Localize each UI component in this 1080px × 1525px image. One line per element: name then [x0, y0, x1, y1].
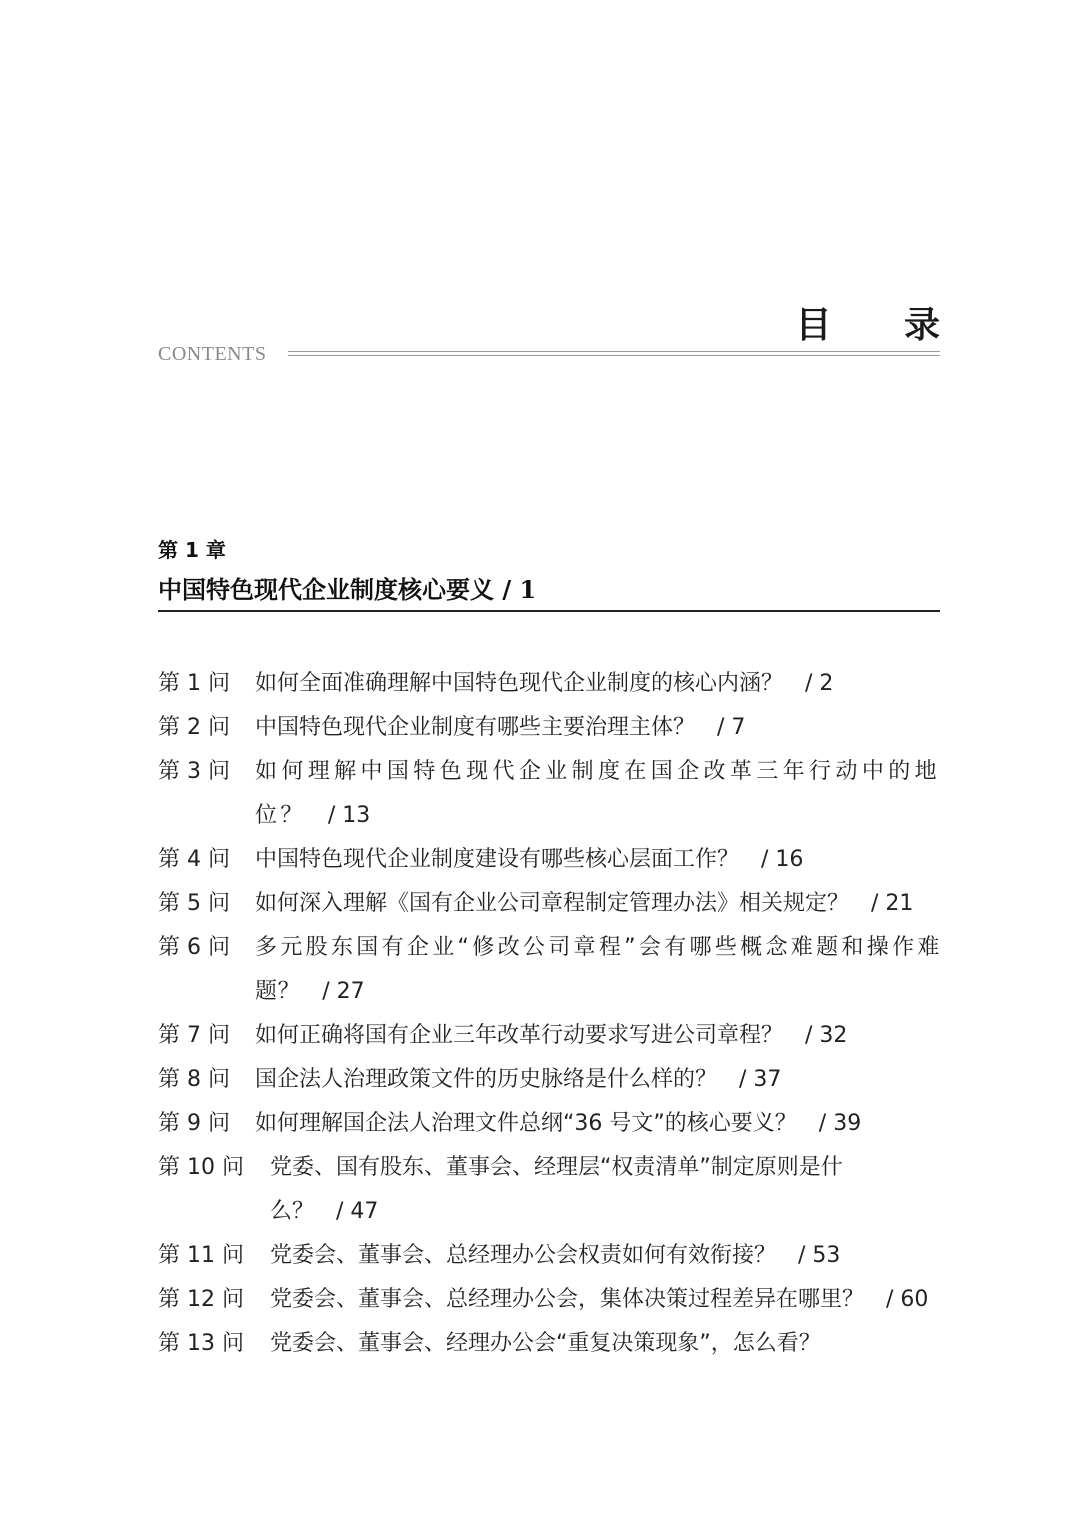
toc-entry[interactable]	[158, 706, 940, 750]
chapter-number: 第 1 章	[158, 538, 226, 562]
entry-text: 如何全面准确理解中国特色现代企业制度的核心内涵？ / 2	[255, 671, 834, 696]
toc-entry[interactable]	[158, 1102, 940, 1146]
toc-entry[interactable]	[158, 1014, 940, 1058]
entry-page: / 13	[327, 803, 371, 828]
entry-label: 第 5 问	[158, 891, 230, 916]
entry-label: 第 3 问	[158, 759, 230, 784]
entry-label: 第 7 问	[158, 1023, 230, 1048]
entry-text: 党委、国有股东、董事会、经理层“权责清单”制定原则是什么？ / 47	[270, 1155, 843, 1224]
entry-label: 第 6 问	[158, 935, 230, 960]
entry-label: 第 10 问	[158, 1155, 244, 1180]
entry-label: 第 13 问	[158, 1331, 244, 1356]
entry-page: / 21	[871, 891, 914, 916]
entry-text: 党委会、董事会、总经理办公会权责如何有效衔接？ / 53	[270, 1243, 841, 1268]
contents-label: CONTENTS	[158, 343, 267, 365]
toc-entry[interactable]	[158, 1146, 940, 1234]
entry-page: / 32	[805, 1023, 848, 1048]
page-title: 目 录	[795, 305, 970, 346]
entry-page: / 27	[322, 979, 365, 1004]
toc-entry[interactable]	[158, 1322, 940, 1366]
chapter-divider	[158, 610, 940, 612]
toc-entry-list	[158, 662, 940, 1366]
entry-label: 第 2 问	[158, 715, 230, 740]
entry-text: 中国特色现代企业制度建设有哪些核心层面工作？ / 16	[255, 847, 804, 872]
entry-text: 党委会、董事会、经理办公会“重复决策现象”，怎么看？	[270, 1331, 821, 1356]
chapter-title: 中国特色现代企业制度核心要义 / 1	[158, 575, 537, 604]
entry-label: 第 12 问	[158, 1287, 244, 1312]
toc-entry[interactable]	[158, 838, 940, 882]
contents-divider	[288, 351, 940, 356]
entry-page: / 7	[717, 715, 746, 740]
entry-text: 如何理解国企法人治理文件总纲“36 号文”的核心要义？ / 39	[255, 1111, 862, 1136]
entry-page: / 47	[336, 1199, 379, 1224]
entry-text: 如何正确将国有企业三年改革行动要求写进公司章程？ / 32	[255, 1023, 848, 1048]
entry-label: 第 11 问	[158, 1243, 244, 1268]
entry-text: 中国特色现代企业制度有哪些主要治理主体？ / 7	[255, 715, 746, 740]
entry-text: 如何深入理解《国有企业公司章程制定管理办法》相关规定？ / 21	[255, 891, 914, 916]
entry-page: / 53	[798, 1243, 841, 1268]
entry-page: / 37	[739, 1067, 782, 1092]
toc-entry[interactable]	[158, 750, 940, 838]
toc-entry[interactable]	[158, 1278, 940, 1322]
entry-label: 第 4 问	[158, 847, 230, 872]
toc-entry[interactable]	[158, 1234, 940, 1278]
entry-label: 第 9 问	[158, 1111, 230, 1136]
toc-entry[interactable]	[158, 662, 940, 706]
entry-text: 党委会、董事会、总经理办公会，集体决策过程差异在哪里？ / 60	[270, 1287, 929, 1312]
entry-page: / 39	[818, 1111, 862, 1136]
entry-text: 如何理解中国特色现代企业制度在国企改革三年行动中的地位？ / 13	[255, 759, 940, 828]
entry-text: 多元股东国有企业“修改公司章程”会有哪些概念难题和操作难题？ / 27	[255, 935, 940, 1004]
entry-text: 国企法人治理政策文件的历史脉络是什么样的？ / 37	[255, 1067, 782, 1092]
toc-entry[interactable]	[158, 1058, 940, 1102]
entry-label: 第 8 问	[158, 1067, 230, 1092]
toc-entry[interactable]	[158, 926, 940, 1014]
entry-page: / 16	[761, 847, 804, 872]
entry-page: / 60	[886, 1287, 929, 1312]
toc-entry[interactable]	[158, 882, 940, 926]
entry-page: / 2	[805, 671, 834, 696]
entry-label: 第 1 问	[158, 671, 230, 696]
